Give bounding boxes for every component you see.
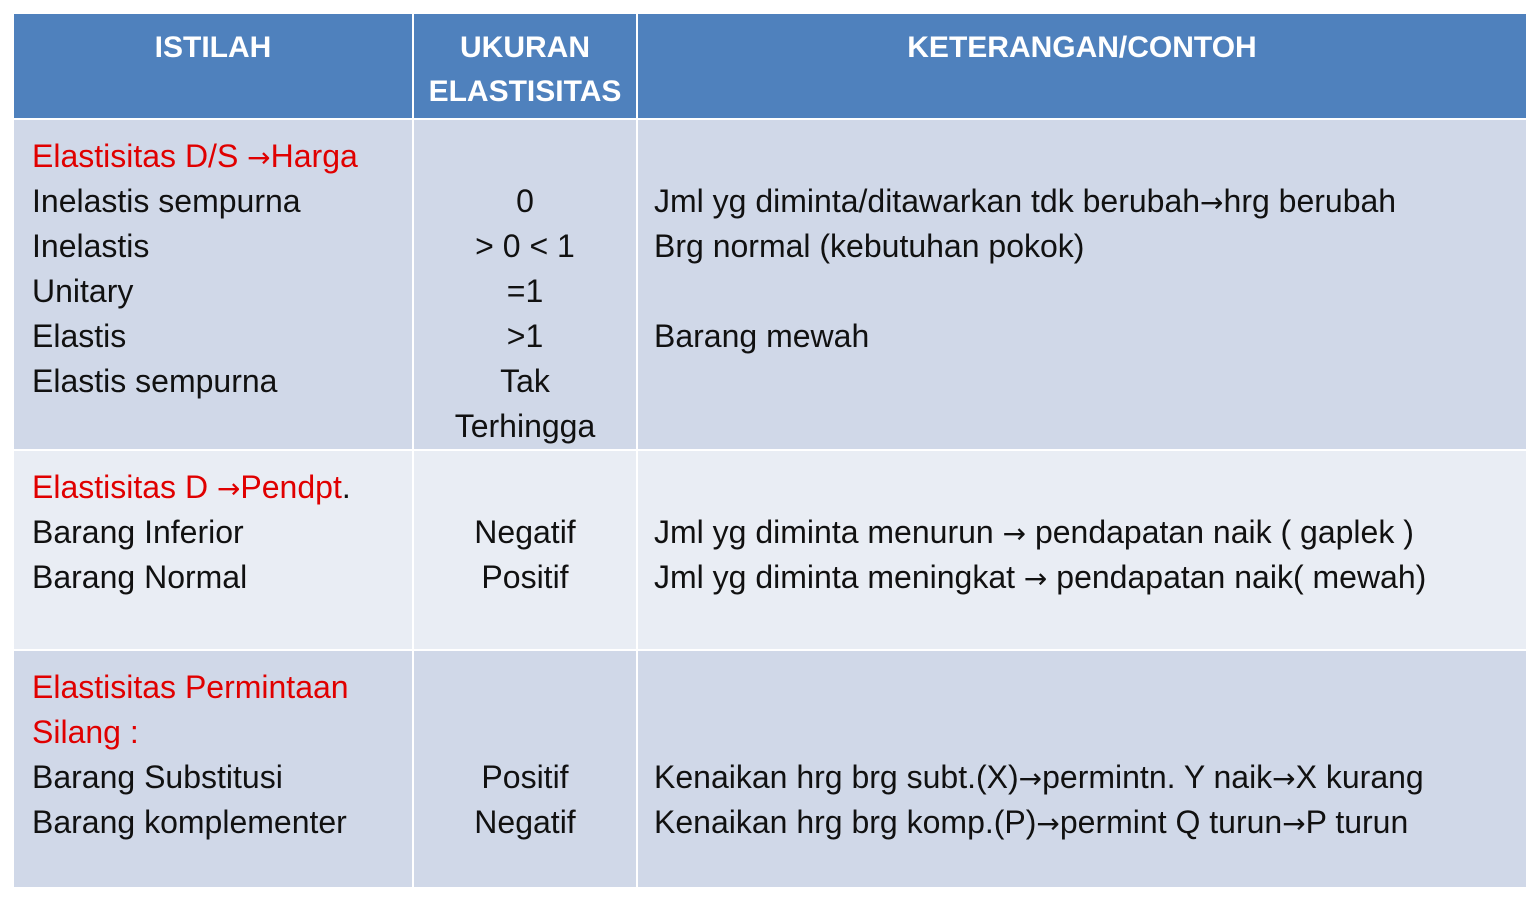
term-inelastis: Inelastis (32, 228, 150, 264)
row2-desc-spacer (654, 465, 1526, 510)
row1-desc-cell (637, 119, 1527, 450)
row2-title (32, 465, 412, 510)
row-cross-elasticity (13, 650, 1527, 888)
row3-desc-2b: permint Q turun (1059, 804, 1283, 840)
row3-measure-spacer-2 (414, 710, 636, 755)
measure-positif-cross: Positif (481, 759, 569, 795)
row3-desc-1 (654, 755, 1526, 800)
row3-desc-1b: permintn. Y naik (1042, 759, 1273, 795)
arrow-icon: → (1036, 807, 1060, 840)
row3-terms-cell (13, 650, 413, 888)
row1-desc-1b: hrg berubah (1223, 183, 1397, 219)
term-barang-inferior: Barang Inferior (32, 514, 244, 550)
row1-terms-cell (13, 119, 413, 450)
row-price-elasticity (13, 119, 1527, 450)
measure-negatif: Negatif (474, 514, 576, 550)
row3-measure-spacer-1 (414, 665, 636, 710)
term-unitary: Unitary (32, 273, 134, 309)
row2-desc-2 (654, 555, 1526, 600)
row2-desc-1a: Jml yg diminta menurun (654, 514, 1003, 550)
row2-title-dot: . (341, 469, 351, 505)
term-barang-normal: Barang Normal (32, 559, 248, 595)
row3-measures-cell (413, 650, 637, 888)
arrow-icon: → (216, 472, 241, 505)
arrow-icon: → (1200, 186, 1224, 219)
row1-title (32, 134, 412, 179)
header-istilah (13, 13, 413, 119)
term-elastis: Elastis (32, 318, 127, 354)
row3-desc-spacer-2 (654, 710, 1526, 755)
measure-2: =1 (506, 273, 544, 309)
row1-title-a: Elastisitas D/S (32, 138, 248, 174)
header-keterangan (637, 13, 1527, 119)
header-ukuran-line1: UKURAN (460, 31, 590, 64)
row1-desc-empty (654, 269, 1526, 314)
row1-measures-cell (413, 119, 637, 450)
measure-5: Terhingga (454, 408, 596, 444)
elasticity-table (12, 12, 1528, 889)
header-ukuran (413, 13, 637, 119)
row2-title-a: Elastisitas D (32, 469, 217, 505)
row3-desc-2 (654, 800, 1526, 845)
row3-title-1: Elastisitas Permintaan (32, 669, 349, 705)
row1-measure-spacer (414, 134, 636, 179)
row1-desc-1a: Jml yg diminta/ditawarkan tdk berubah (654, 183, 1201, 219)
row1-desc-2: Brg normal (kebutuhan pokok) (654, 228, 1085, 264)
row2-desc-1b: pendapatan naik ( gaplek ) (1026, 514, 1414, 550)
row2-desc-2a: Jml yg diminta meningkat (654, 559, 1024, 595)
row3-desc-2c: P turun (1305, 804, 1409, 840)
row2-desc-1 (654, 510, 1526, 555)
row2-measures-cell (413, 450, 637, 650)
measure-3: >1 (506, 318, 544, 354)
measure-negatif-cross: Negatif (474, 804, 576, 840)
arrow-icon: → (247, 141, 271, 174)
header-keterangan-text: KETERANGAN/CONTOH (907, 31, 1257, 64)
measure-0: 0 (516, 183, 534, 219)
row2-measure-spacer (414, 465, 636, 510)
term-inelastis-sempurna: Inelastis sempurna (32, 183, 301, 219)
row3-desc-1c: X kurang (1295, 759, 1424, 795)
term-elastis-sempurna: Elastis sempurna (32, 363, 278, 399)
term-barang-komplementer: Barang komplementer (32, 804, 347, 840)
arrow-icon: → (1282, 807, 1306, 840)
row3-desc-2a: Kenaikan hrg brg komp.(P) (654, 804, 1037, 840)
arrow-icon: → (1002, 517, 1027, 550)
row3-desc-1a: Kenaikan hrg brg subt.(X) (654, 759, 1019, 795)
row3-desc-spacer-1 (654, 665, 1526, 710)
row-income-elasticity (13, 450, 1527, 650)
row3-title-2: Silang : (32, 714, 139, 750)
arrow-icon: → (1023, 562, 1048, 595)
row1-title-b: Harga (270, 138, 358, 174)
row1-desc-4: Barang mewah (654, 318, 870, 354)
term-barang-substitusi: Barang Substitusi (32, 759, 283, 795)
measure-1: > 0 < 1 (475, 228, 575, 264)
row1-desc-1 (654, 179, 1526, 224)
header-ukuran-line2: ELASTISITAS (428, 75, 622, 108)
row2-desc-cell (637, 450, 1527, 650)
header-istilah-text: ISTILAH (154, 31, 272, 64)
row3-desc-cell (637, 650, 1527, 888)
arrow-icon: → (1272, 762, 1296, 795)
row2-terms-cell (13, 450, 413, 650)
row2-desc-2b: pendapatan naik( mewah) (1047, 559, 1427, 595)
arrow-icon: → (1018, 762, 1043, 795)
header-row (13, 13, 1527, 119)
measure-positif: Positif (481, 559, 569, 595)
row1-desc-spacer (654, 134, 1526, 179)
row2-title-b: Pendpt (240, 469, 342, 505)
measure-4: Tak (500, 363, 550, 399)
